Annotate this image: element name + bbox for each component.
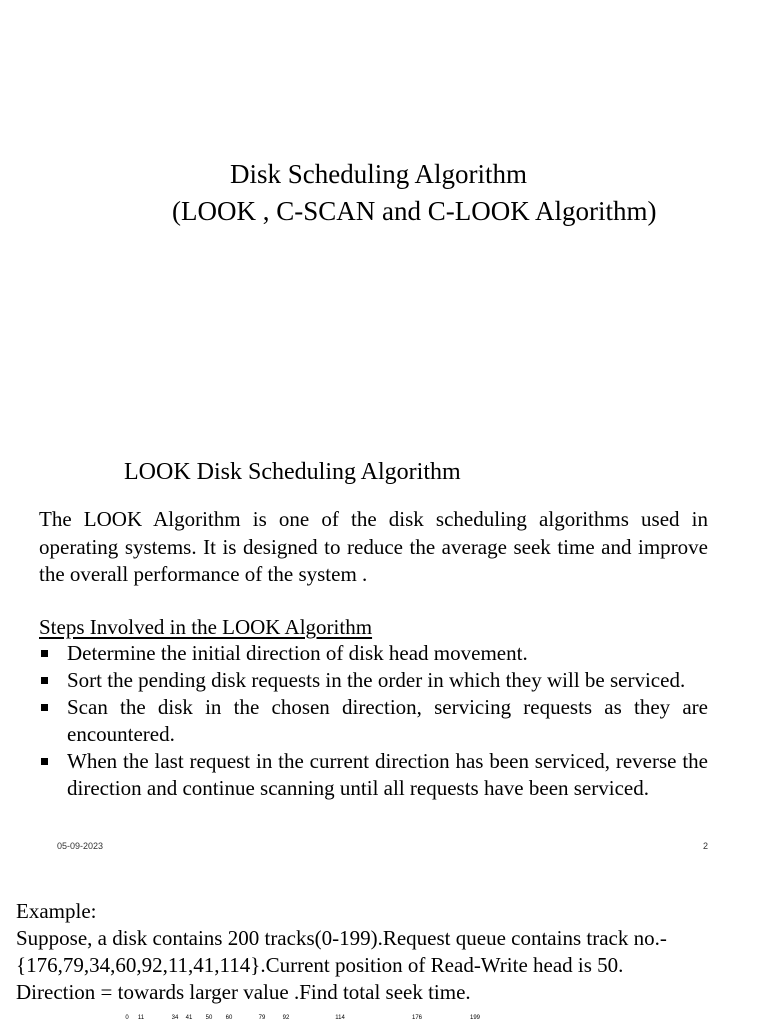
track-label: 60 xyxy=(225,1015,233,1021)
example-line-1: Suppose, a disk contains 200 tracks(0-199).Request queue contains track no.- xyxy=(16,926,667,950)
example-label: Example: xyxy=(16,899,97,923)
step-item xyxy=(39,694,708,748)
track-label: 114 xyxy=(335,1015,345,1021)
example-block xyxy=(16,898,667,1006)
track-label: 92 xyxy=(282,1015,290,1021)
square-bullet-icon xyxy=(41,758,48,765)
step-text: When the last request in the current direction has been serviced, reverse the direction and continue scanning until all requests have been serviced. xyxy=(67,749,708,800)
step-text: Scan the disk in the chosen direction, servicing requests as they are encountered. xyxy=(67,695,708,746)
footer-date: 05-09-2023 xyxy=(57,841,104,851)
step-item xyxy=(39,667,708,694)
track-label: 11 xyxy=(137,1015,145,1021)
track-number-axis xyxy=(0,1014,768,1024)
slide-subtitle: (LOOK , C-SCAN and C-LOOK Algorithm) xyxy=(172,196,657,226)
track-label: 0 xyxy=(125,1015,129,1021)
square-bullet-icon xyxy=(41,650,48,657)
square-bullet-icon xyxy=(41,704,48,711)
slide-title: Disk Scheduling Algorithm xyxy=(230,159,527,189)
footer-page-number: 2 xyxy=(703,841,709,851)
track-label: 199 xyxy=(469,1015,481,1021)
steps-list xyxy=(39,640,708,802)
steps-heading: Steps Involved in the LOOK Algorithm xyxy=(39,615,373,639)
example-line-2: {176,79,34,60,92,11,41,114}.Current position of Read-Write head is 50. xyxy=(16,953,624,977)
intro-paragraph: The LOOK Algorithm is one of the disk scheduling algorithms used in operating systems. It is designed to reduce the average seek time and improve the overall performance of the system . xyxy=(39,507,708,586)
step-item xyxy=(39,748,708,802)
step-text: Determine the initial direction of disk head movement. xyxy=(67,641,528,665)
example-line-3: Direction = towards larger value .Find total seek time. xyxy=(16,980,471,1004)
track-label: 41 xyxy=(185,1015,193,1021)
step-item xyxy=(39,640,708,667)
track-label: 50 xyxy=(205,1015,213,1021)
track-label: 34 xyxy=(171,1015,179,1021)
track-label: 176 xyxy=(411,1015,423,1021)
track-label: 79 xyxy=(258,1015,266,1021)
step-text: Sort the pending disk requests in the order in which they will be serviced. xyxy=(67,668,686,692)
square-bullet-icon xyxy=(41,677,48,684)
section-heading: LOOK Disk Scheduling Algorithm xyxy=(124,459,461,485)
